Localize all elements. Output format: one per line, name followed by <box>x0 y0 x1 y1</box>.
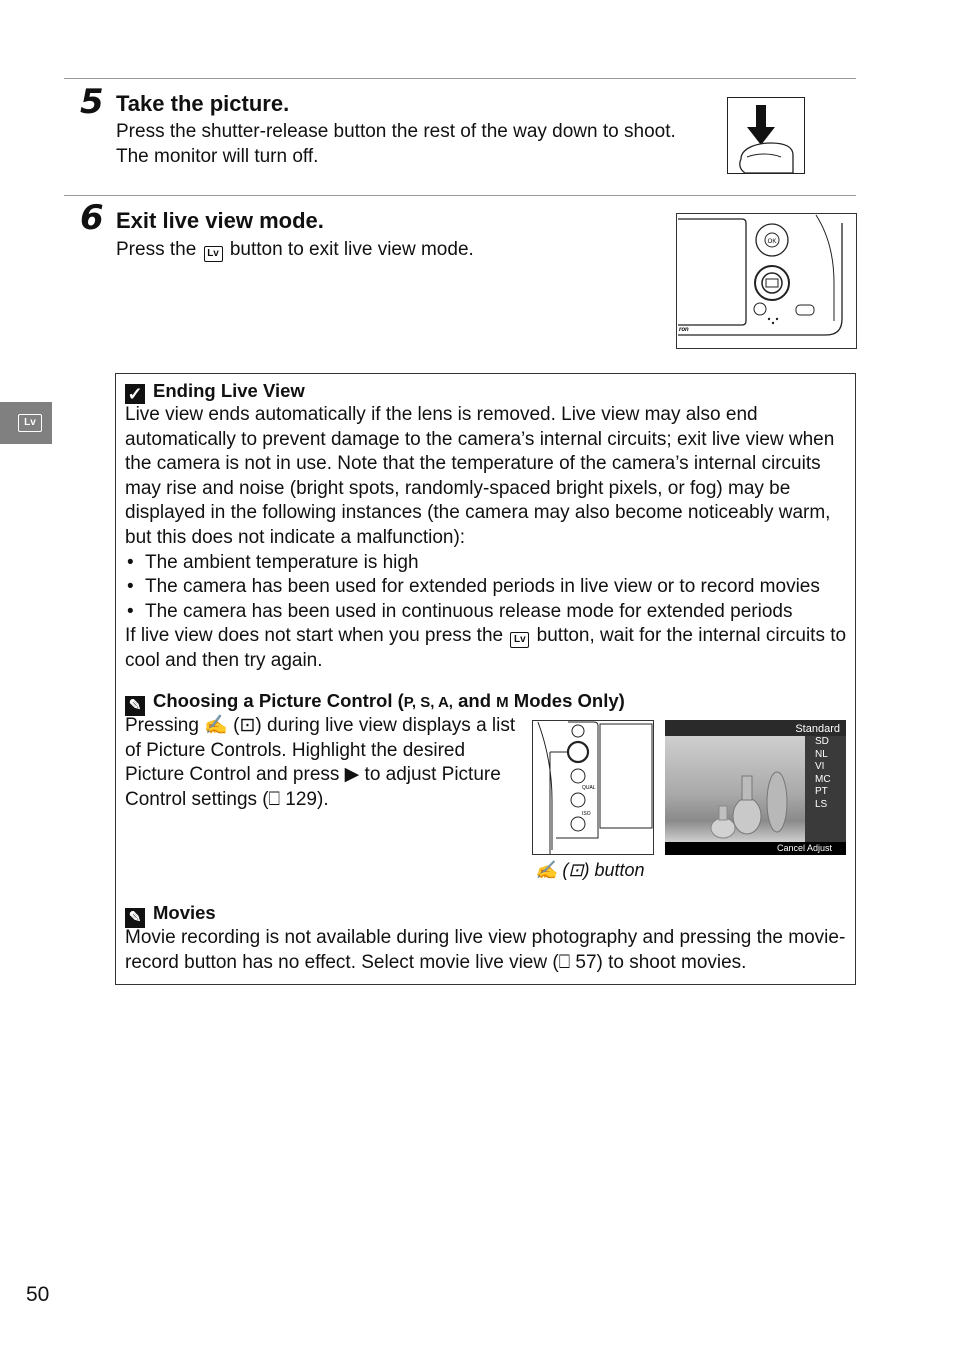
screen-footer: Cancel Adjust <box>665 842 846 855</box>
figure-caption: ✍ (⊡) button <box>535 860 645 880</box>
list-item: • The camera has been used in continuous release mode for extended periods <box>125 600 850 625</box>
note-paragraph: Live view ends automatically if the lens is removed. Live view may also end automatically to prevent damage to the camera’s internal circuits; exit live view when the camera is not in use. Note that the temperature of the camera’s internal circuits may rise and noise (bright spots, randomly-spaced bright pixels, or fog) may be displayed in the following instances (the camera may also become noticeably warm, but this does not indicate a malfunction): <box>125 404 835 548</box>
screen-title: Standard <box>665 720 846 736</box>
note-picture-body: Pressing ✍ (⊡) during live view displays a list of Picture Controls. Highlight the desired Picture Control and press ▶ to adjust Picture Control settings (⎕ 129). <box>125 715 516 810</box>
section-tab <box>0 402 52 444</box>
divider <box>64 195 856 196</box>
step-number: 5 <box>80 82 103 122</box>
camera-back-illustration <box>676 213 857 349</box>
list-item: SD <box>815 736 829 747</box>
note-heading-picture-control: ✎ Choosing a Picture Control (P, S, A, and M Modes Only) <box>125 689 625 716</box>
divider <box>64 78 856 79</box>
picture-control-list <box>805 736 846 842</box>
step-body: Press the Lv button to exit live view mode. <box>116 239 474 260</box>
step-title: Exit live view mode. <box>116 208 324 233</box>
list-item: • The camera has been used for extended periods in live view or to record movies <box>125 575 850 600</box>
perfume-bottles-image <box>665 736 805 842</box>
shutter-press-illustration <box>727 97 805 174</box>
lv-button-icon: Lv <box>510 632 529 648</box>
note-paragraph: If live view does not start when you press the Lv button, wait for the internal circuits to cool and then try again. <box>125 625 847 671</box>
page-number: 50 <box>26 1283 50 1306</box>
lv-button-icon: Lv <box>204 246 223 262</box>
pencil-icon: ✎ <box>125 696 145 716</box>
camera-buttons-illustration <box>532 720 654 855</box>
list-item: VI <box>815 761 825 772</box>
check-icon: ✓ <box>125 384 145 404</box>
pencil-icon: ✎ <box>125 908 145 928</box>
lv-tab-icon: Lv <box>18 414 42 432</box>
note-ending-body <box>125 403 850 674</box>
list-item: NL <box>815 748 828 760</box>
list-item: • The ambient temperature is high <box>125 551 850 576</box>
note-movies-body: Movie recording is not available during live view photography and pressing the movie-record button has no effect. Select movie live view (⎕ 57) to shoot movies. <box>125 927 846 973</box>
step-number: 6 <box>80 198 103 238</box>
list-item: MC <box>815 773 831 785</box>
step-title: Take the picture. <box>116 91 290 116</box>
note-heading-ending-live-view: ✓ Ending Live View <box>125 379 305 404</box>
svg-text:ron: ron <box>679 327 689 333</box>
picture-control-screen <box>665 720 846 855</box>
preview-image <box>665 736 805 842</box>
list-item: LS <box>815 798 828 810</box>
step-body: Press the shutter-release button the rest of the way down to shoot. The monitor will turn off. <box>116 121 676 167</box>
bullet-list <box>125 551 850 625</box>
list-item: PT <box>815 786 828 797</box>
svg-text:QUAL: QUAL <box>582 785 596 791</box>
svg-text:ISO: ISO <box>582 811 591 817</box>
svg-text:OK: OK <box>767 239 777 245</box>
note-heading-movies: ✎ Movies <box>125 901 216 928</box>
